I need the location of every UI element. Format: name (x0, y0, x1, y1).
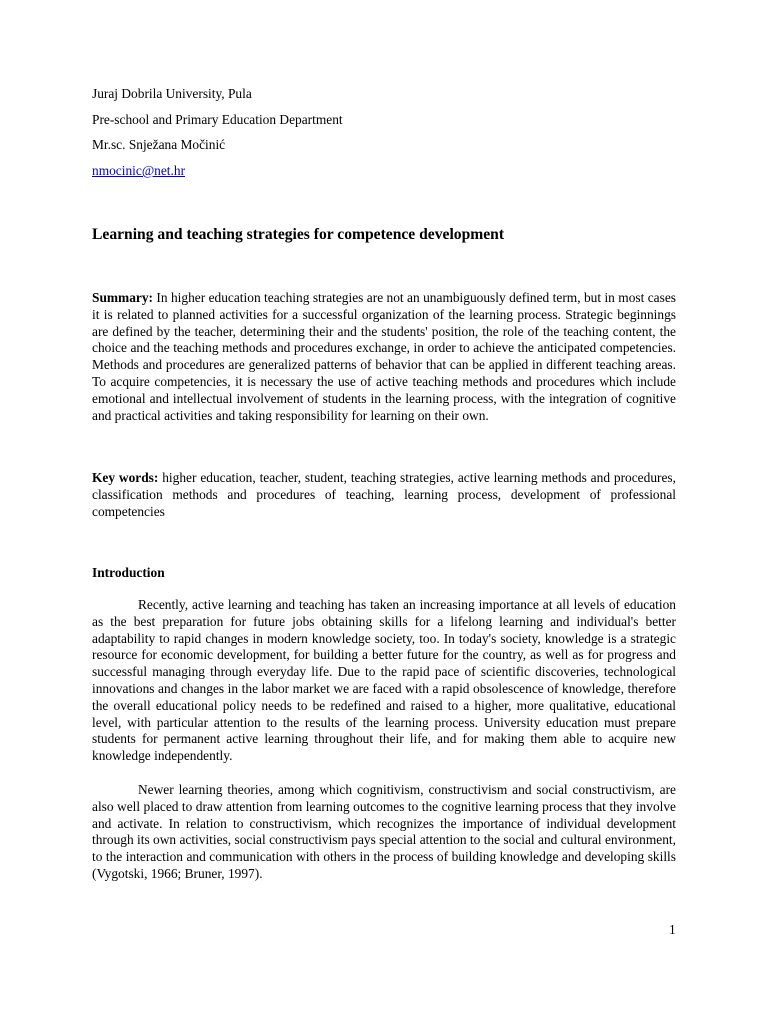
keywords-text: higher education, teacher, student, teaching strategies, active learning methods and procedures, classification methods and procedures of teaching, learning process, development of professional competencies (92, 470, 676, 519)
summary-label: Summary: (92, 290, 153, 305)
summary-text: In higher education teaching strategies are not an unambiguously defined term, but in most cases it is related to planned activities for a successful organization of the learning process. Strategic beginnings are defined by the teacher, determining their and the students' position, the role of the teaching content, the choice and the teaching methods and procedures exchange, in order to achieve the anticipated competencies. Methods and procedures are generalized patterns of behavior that can be applied in different teaching areas. To acquire competencies, it is necessary the use of active teaching methods and procedures which include emotional and intellectual involvement of students in the learning process, with the integration of cognitive and practical activities and taking responsibility for learning on their own. (92, 290, 676, 423)
keywords-label: Key words: (92, 470, 159, 485)
summary-paragraph (92, 290, 676, 424)
page-number: 1 (669, 922, 676, 937)
affiliation: Juraj Dobrila University, Pula (92, 86, 252, 101)
introduction-heading: Introduction (92, 565, 165, 580)
department: Pre-school and Primary Education Department (92, 112, 343, 127)
introduction-paragraph-2: Newer learning theories, among which cognitivism, constructivism and social constructivism, are also well placed to draw attention from learning outcomes to the cognitive learning process that they involve and activate. In relation to constructivism, which recognizes the importance of individual development through its own activities, social constructivism pays special attention to the social and cultural environment, to the interaction and communication with others in the process of building knowledge and developing skills (Vygotski, 1966; Bruner, 1997). (92, 782, 676, 881)
paper-title: Learning and teaching strategies for competence development (92, 226, 505, 243)
author-name: Mr.sc. Snježana Močinić (92, 137, 226, 152)
introduction-paragraph-1: Recently, active learning and teaching has taken an increasing importance at all levels of education as the best preparation for future jobs obtaining skills for a lifelong learning and individual's better adaptability to rapid changes in modern knowledge society, too. In today's society, knowledge is a strategic resource for economic development, for building a better future for the country, as well as for progress and successful managing through everyday life. Due to the rapid pace of scientific discoveries, technological innovations and changes in the labor market we are faced with a rapid obsolescence of knowledge, therefore the overall educational policy needs to be redefined and raised to a higher, more qualitative, educational level, with particular attention to the results of the learning process. University education must prepare students for permanent active learning throughout their life, and for making them able to acquire new knowledge independently. (92, 597, 676, 764)
keywords-paragraph (92, 470, 676, 520)
author-email-link[interactable]: nmocinic@net.hr (92, 163, 186, 178)
